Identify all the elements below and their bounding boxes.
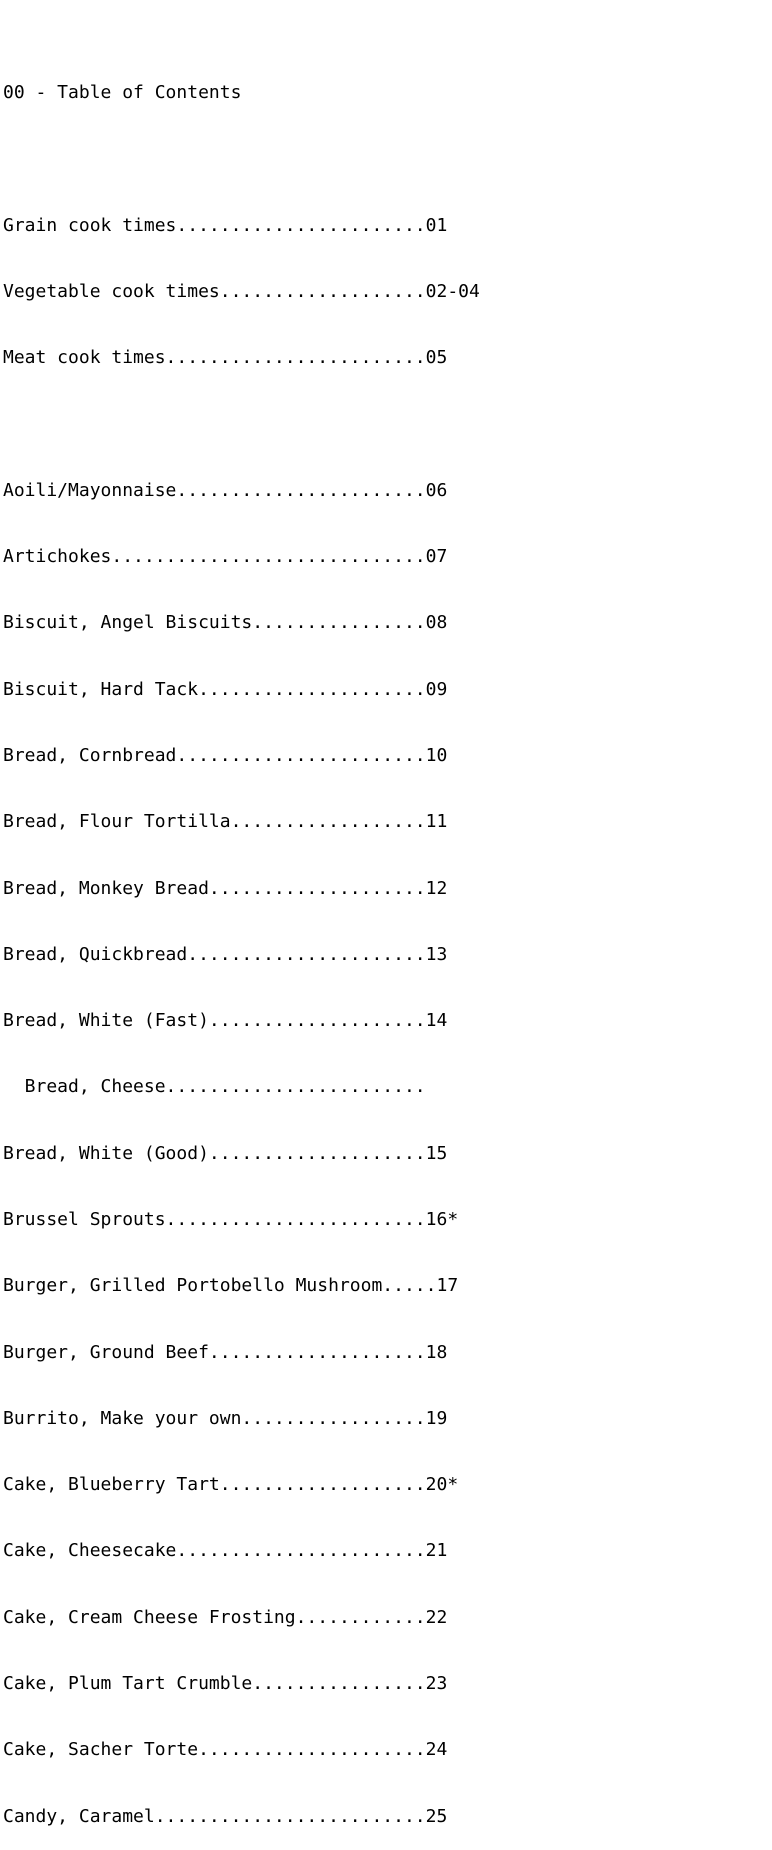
toc-entry: Burger, Ground Beef....................18: [3, 1341, 448, 1363]
toc-entry: Candy, Caramel.........................25: [3, 1805, 448, 1827]
toc-entry: Bread, Flour Tortilla..................11: [3, 811, 448, 833]
toc-entry: Bread, Cornbread.......................10: [3, 745, 448, 766]
toc-entry: Bread, White (Good)....................15: [3, 1142, 448, 1164]
toc-entry: Bread, Monkey Bread....................12: [3, 877, 448, 899]
toc-entry: Brussel Sprouts........................16*: [3, 1208, 459, 1230]
toc-entry: Cake, Cheesecake.......................21: [3, 1540, 448, 1562]
toc-subentry: Bread, Cheese........................: [3, 1076, 426, 1098]
toc-entry: Cake, Plum Tart Crumble................23: [3, 1672, 448, 1694]
toc-entry: Bread, White (Fast)....................14: [3, 1010, 448, 1032]
toc-entry: Biscuit, Angel Biscuits................08: [3, 612, 448, 634]
toc-entry: Meat cook times........................05: [3, 347, 448, 369]
toc-entry: Burrito, Make your own.................19: [3, 1407, 448, 1429]
text-document: [3, 38, 480, 1850]
toc-entry: Grain cook times.......................01: [3, 214, 448, 236]
toc-entry: Burger, Grilled Portobello Mushroom.....17: [3, 1275, 459, 1297]
blank-line: [3, 414, 480, 436]
toc-entry: Cake, Sacher Torte.....................24: [3, 1739, 448, 1761]
toc-entry: Aoili/Mayonnaise.......................06: [3, 479, 448, 501]
toc-entry: Cake, Blueberry Tart...................20*: [3, 1474, 459, 1496]
toc-entry: Cake, Cream Cheese Frosting............22: [3, 1606, 448, 1628]
toc-entry: Vegetable cook times...................02-04: [3, 281, 480, 303]
toc-entry: Bread, Quickbread......................13: [3, 943, 448, 965]
toc-entry: Artichokes.............................07: [3, 546, 448, 568]
blank-line: [3, 148, 480, 170]
toc-entry: Biscuit, Hard Tack.....................09: [3, 678, 448, 700]
toc-title: 00 - Table of Contents: [3, 82, 242, 104]
